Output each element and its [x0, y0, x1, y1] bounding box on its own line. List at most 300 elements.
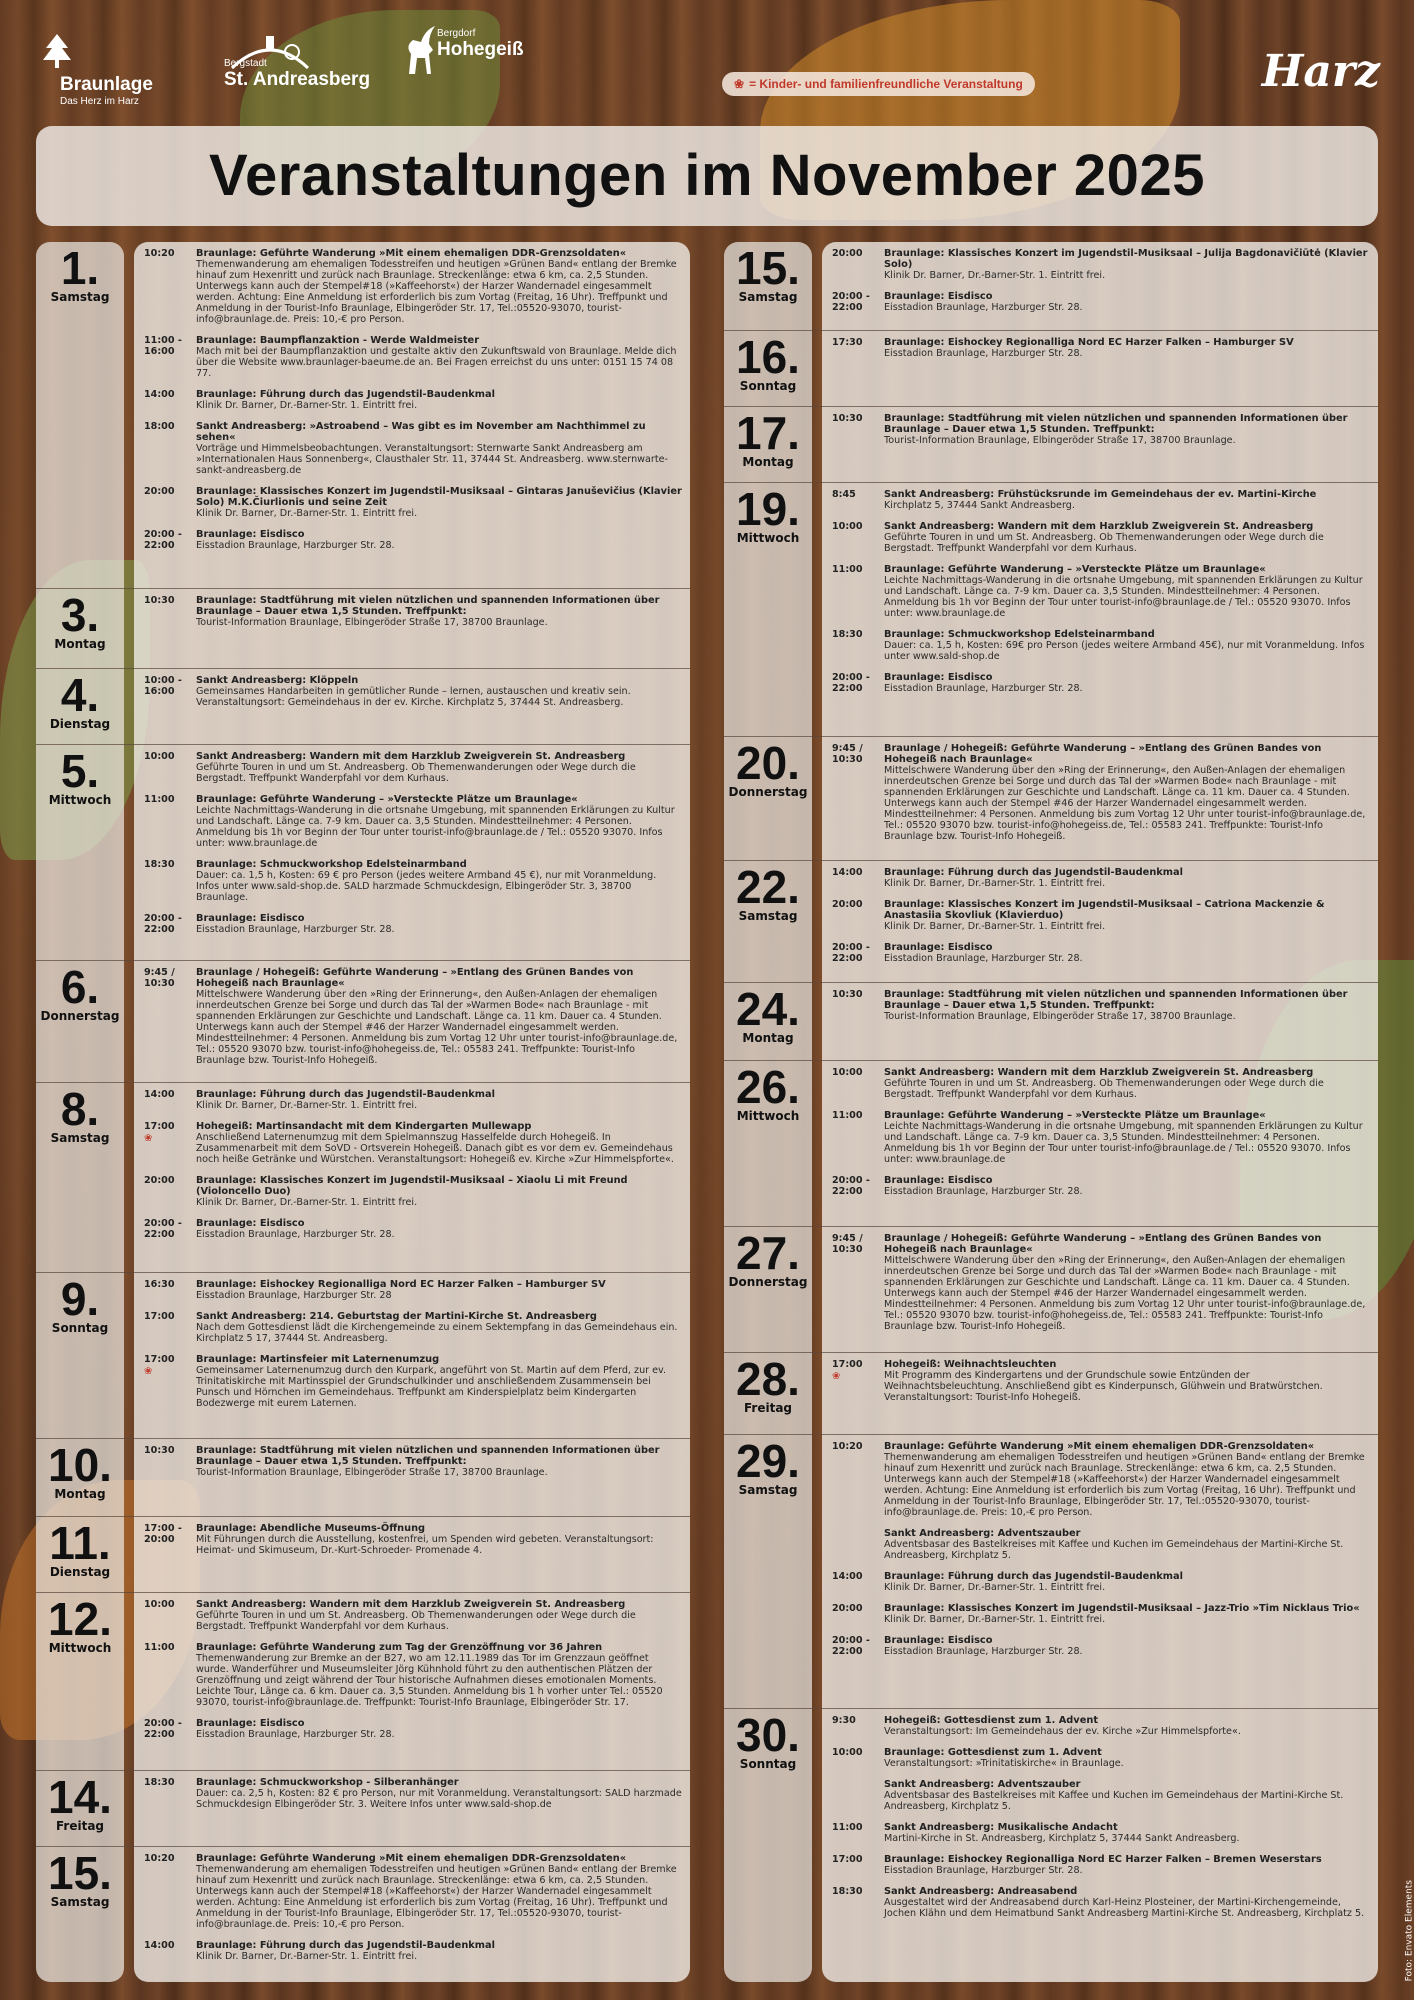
event-title: Sankt Andreasberg: Klöppeln	[196, 675, 359, 686]
event-title: Sankt Andreasberg: Wandern mit dem Harzklub Zweigverein St. Andreasberg	[196, 751, 626, 762]
event-item	[822, 867, 1378, 889]
event-item	[822, 1603, 1378, 1625]
event-body	[884, 291, 1378, 313]
event-time	[822, 942, 884, 964]
event-time-text: 10:30	[832, 413, 863, 424]
event-title: Braunlage: Schmuckworkshop - Silberanhänger	[196, 1777, 459, 1788]
logo-st-andreasberg-sub: Bergstadt	[224, 58, 267, 69]
event-time-text: 17:00	[144, 1121, 175, 1132]
event-time-text: 18:30	[832, 629, 863, 640]
event-body	[884, 989, 1378, 1022]
day-block	[36, 1592, 690, 1740]
event-time-text: 11:00	[144, 794, 175, 805]
event-description: Klinik Dr. Barner, Dr.-Barner-Str. 1. Eintritt frei.	[884, 270, 1106, 281]
event-item	[134, 1218, 690, 1240]
event-item	[134, 1089, 690, 1111]
event-time	[822, 1233, 884, 1332]
day-label	[36, 1275, 124, 1335]
event-body	[884, 248, 1378, 281]
event-time	[822, 1067, 884, 1100]
day-label	[36, 1519, 124, 1579]
event-time-text: 9:45 / 10:30	[832, 1233, 863, 1255]
event-time	[822, 1747, 884, 1769]
event-body	[196, 1599, 690, 1632]
event-list	[134, 1445, 690, 1488]
day-label	[36, 963, 124, 1023]
event-time-text: 20:00	[832, 248, 863, 259]
event-title: Braunlage: Klassisches Konzert im Jugendstil-Musiksaal – Catriona Mackenzie & Anastasiia Skovliuk (Klavierduo)	[884, 899, 1325, 921]
event-body	[884, 899, 1378, 932]
event-title: Braunlage: Führung durch das Jugendstil-Baudenkmal	[884, 867, 1183, 878]
event-title: Braunlage: Eishockey Regionalliga Nord EC Harzer Falken – Bremen Weserstars	[884, 1854, 1322, 1865]
event-time-text: 17:00	[144, 1354, 175, 1365]
event-item	[134, 859, 690, 903]
event-list	[134, 595, 690, 638]
family-friendly-legend	[722, 72, 1035, 96]
event-item	[822, 1233, 1378, 1332]
event-body	[884, 489, 1378, 511]
page-title: Veranstaltungen im November 2025	[209, 143, 1205, 208]
event-time-text: 20:00 - 22:00	[144, 913, 182, 935]
weekday: Mittwoch	[736, 1109, 800, 1123]
title-banner	[36, 126, 1378, 226]
event-time	[134, 1089, 196, 1111]
event-time-text: 20:00 - 22:00	[144, 1218, 182, 1240]
event-item	[134, 595, 690, 628]
event-title: Braunlage: Eisdisco	[884, 1635, 993, 1646]
event-body	[196, 1445, 690, 1478]
event-time	[822, 564, 884, 619]
event-description: Mit Programm des Kindergartens und der Grundschule sowie Entzünden der Weihnachtsbeleuchtung. Anschließend gibt es Kinderpunsch, Glühwein und Bratwürstchen. Veranstaltungsort: Tourist-Info Hohegeiß.	[884, 1370, 1323, 1403]
event-title: Braunlage / Hohegeiß: Geführte Wanderung – »Entlang des Grünen Bandes von Hohegeiß nach Braunlage«	[884, 1233, 1322, 1255]
day-block	[36, 1272, 690, 1409]
event-list	[822, 1359, 1378, 1413]
event-time-text: 14:00	[144, 1940, 175, 1951]
event-time	[134, 421, 196, 476]
event-time-text: 18:00	[144, 421, 175, 432]
day-number: 9.	[60, 1273, 100, 1325]
family-friendly-icon: ❀	[832, 1371, 841, 1382]
event-description: Klinik Dr. Barner, Dr.-Barner-Str. 1. Eintritt frei.	[884, 1582, 1106, 1593]
event-description: Klinik Dr. Barner, Dr.-Barner-Str. 1. Eintritt frei.	[884, 921, 1106, 932]
weekday: Samstag	[738, 290, 798, 304]
day-label	[724, 1229, 812, 1289]
event-description: Geführte Touren in und um St. Andreasberg. Ob Themenwanderungen oder Wege durch die Bergstadt. Treffpunkt Wanderpfahl vor dem Kurhaus.	[884, 1078, 1324, 1100]
event-item	[822, 672, 1378, 694]
day-block	[724, 330, 1378, 393]
day-number: 24.	[736, 983, 800, 1035]
event-item	[134, 1354, 690, 1409]
family-friendly-icon: ❀	[144, 1133, 153, 1144]
event-description: Adventsbasar des Bastelkreises mit Kaffee und Kuchen im Gemeindehaus der Martini-Kirche St. Andreasberg, Kirchplatz 5.	[884, 1790, 1344, 1812]
event-time	[822, 1715, 884, 1737]
day-number: 29.	[736, 1435, 800, 1487]
event-title: Sankt Andreasberg: Wandern mit dem Harzklub Zweigverein St. Andreasberg	[196, 1599, 626, 1610]
event-list	[822, 867, 1378, 974]
day-number: 14.	[48, 1771, 112, 1823]
event-time-text: 14:00	[832, 867, 863, 878]
event-description: Klinik Dr. Barner, Dr.-Barner-Str. 1. Eintritt frei.	[196, 1100, 418, 1111]
event-body	[196, 421, 690, 476]
day-label	[724, 485, 812, 545]
event-description: Martini-Kirche in St. Andreasberg, Kirchplatz 5, 37444 Sankt Andreasberg.	[884, 1833, 1240, 1844]
event-item	[822, 1822, 1378, 1844]
event-item	[134, 1121, 690, 1165]
event-time-text: 10:00	[832, 1067, 863, 1078]
weekday: Sonntag	[51, 1321, 109, 1335]
day-number: 20.	[736, 737, 800, 789]
day-block	[724, 736, 1378, 842]
event-time	[134, 751, 196, 784]
event-title: Braunlage: Klassisches Konzert im Jugendstil-Musiksaal – Xiaolu Li mit Freund (Violoncello Duo)	[196, 1175, 628, 1197]
day-number: 16.	[736, 331, 800, 383]
event-description: Eisstadion Braunlage, Harzburger Str. 28.	[884, 683, 1083, 694]
event-item	[134, 335, 690, 379]
event-description: Themenwanderung am ehemaligen Todesstreifen und heutigen »Grünen Band« entlang der Bremke hinauf zum Hexenritt und zurück nach Braunlage. Streckenlänge: etwa 6 km, ca. 2,5 Stunden. Unterwegs kann auch der Stempel#18 (»Kaffeehorst«) der Harzer Wandernadel eingesammelt werden. Achtung: Eine Anmeldung ist erforderlich bis zum Vortag (Freitag, 16 Uhr). Treffpunkt und Anmeldung in der Tourist-Info Braunlage, Elbingeröder Str. 17, Tel.:05520-93070, tourist-info@braunlage.de. Preis: 10,-€ pro Person.	[884, 1452, 1365, 1518]
event-time	[134, 1279, 196, 1301]
day-label	[36, 671, 124, 731]
day-block	[36, 744, 690, 935]
event-time-text: 10:00 - 16:00	[144, 675, 182, 697]
event-time-text: 10:20	[144, 1853, 175, 1864]
event-title: Braunlage: Eisdisco	[884, 291, 993, 302]
event-title: Sankt Andreasberg: »Astroabend – Was gibt es im November am Nachthimmel zu sehen«	[196, 421, 646, 443]
event-body	[196, 1311, 690, 1344]
event-body	[884, 942, 1378, 964]
event-time	[822, 291, 884, 313]
event-item	[822, 1747, 1378, 1769]
event-description: Klinik Dr. Barner, Dr.-Barner-Str. 1. Eintritt frei.	[196, 508, 418, 519]
event-time-text: 18:30	[144, 859, 175, 870]
event-description: Themenwanderung zur Bremke an der B27, wo am 12.11.1989 das Tor im Grenzzaun geöffnet wurde. Wanderführer und Museumsleiter Jörg Kühnhold führt zu den authentischen Plätzen der Grenzöffnung und zeigt während der Tour historische Aufnahmen dieses emotionalen Moments. Leichte Tour, Länge ca. 6 km. Dauer ca. 3,5 Stunden. Anmeldung bis 1 h vorher unter Tel.: 05520 93070, tourist-info@braunlage.de. Treffpunkt: Tourist-Info Braunlage, Elbingeröder Str. 17.	[196, 1653, 663, 1708]
event-description: Ausgestaltet wird der Andreasabend durch Karl-Heinz Plosteiner, der Martini-Kirchengemeinde, Jochen Klähn und dem Heimatbund Sankt Andreasberg Martini-Kirche St. Andreasberg, Kirchplatz 5.	[884, 1897, 1365, 1919]
event-time-text: 20:00 - 22:00	[832, 291, 870, 313]
event-description: Dauer: ca. 1,5 h, Kosten: 69 € pro Person (jedes weitere Armband 45 €), nur mit Voranmeldung. Infos unter www.sald-shop.de. SALD harzmade Schmuckdesign, Elbingeröder Str. 3, 38700 Braunlage.	[196, 870, 657, 903]
event-description: Leichte Nachmittags-Wanderung in die ortsnahe Umgebung, mit spannenden Erklärungen zu Kultur und Landschaft. Länge ca. 7-9 km. Dauer ca. 3,5 Stunden. Mindestteilnehmer: 4 Personen. Anmeldung bis 1h vor Beginn der Tour unter tourist-info@braunlage.de / Tel.: 05520 93070. Infos unter: www.braunlage.de	[884, 1121, 1363, 1165]
event-time-text: 10:00	[144, 751, 175, 762]
event-time-text: 18:30	[832, 1886, 863, 1897]
event-time-text: 10:30	[144, 1445, 175, 1456]
event-description: Tourist-Information Braunlage, Elbingeröder Straße 17, 38700 Braunlage.	[884, 435, 1236, 446]
event-item	[134, 1599, 690, 1632]
event-description: Dauer: ca. 2,5 h, Kosten: 82 € pro Person, nur mit Voranmeldung. Veranstaltungsort: SALD harzmade Schmuckdesign Elbingeröder Str. 3. Weitere Infos unter www.sald-shop.de	[196, 1788, 682, 1810]
event-time	[134, 794, 196, 849]
event-title: Braunlage: Führung durch das Jugendstil-Baudenkmal	[196, 389, 495, 400]
event-item	[134, 1853, 690, 1930]
day-label	[724, 985, 812, 1045]
weekday: Donnerstag	[728, 1275, 808, 1289]
event-item	[822, 1635, 1378, 1657]
event-item	[822, 248, 1378, 281]
event-time	[134, 1121, 196, 1165]
event-title: Braunlage: Eisdisco	[196, 913, 305, 924]
event-title: Braunlage: Stadtführung mit vielen nützlichen und spannenden Informationen über Braunlage – Dauer etwa 1,5 Stunden. Treffpunkt:	[884, 989, 1348, 1011]
event-description: Leichte Nachmittags-Wanderung in die ortsnahe Umgebung, mit spannenden Erklärungen zu Kultur und Landschaft. Länge ca. 7-9 km. Dauer ca. 3,5 Stunden. Mindestteilnehmer: 4 Personen. Anmeldung bis 1h vor Beginn der Tour unter tourist-info@braunlage.de / Tel.: 05520 93070. Infos unter: www.braunlage.de	[196, 805, 675, 849]
event-body	[196, 1853, 690, 1930]
event-time-text: 17:30	[832, 337, 863, 348]
event-title: Braunlage: Schmuckworkshop Edelsteinarmband	[884, 629, 1155, 640]
event-body	[884, 521, 1378, 554]
event-time	[822, 248, 884, 281]
event-title: Braunlage: Klassisches Konzert im Jugendstil-Musiksaal – Julija Bagdonavičiūtė (Klavier Solo)	[884, 248, 1368, 270]
event-time	[822, 521, 884, 554]
event-description: Nach dem Gottesdienst lädt die Kirchengemeinde zu einem Sektempfang in das Gemeindehaus ein. Kirchplatz 5 17, 37444 St. Andreasberg.	[196, 1322, 678, 1344]
event-title: Sankt Andreasberg: Andreasabend	[884, 1886, 1078, 1897]
event-title: Sankt Andreasberg: Wandern mit dem Harzklub Zweigverein St. Andreasberg	[884, 1067, 1314, 1078]
event-time-text: 20:00 - 22:00	[832, 1635, 870, 1657]
event-item	[822, 899, 1378, 932]
event-description: Mittelschwere Wanderung über den »Ring der Erinnerung«, den Außen-Anlagen der ehemaligen innerdeutschen Grenze bei Sorge und durch das Tal der »Warmen Bode« nach Braunlage - mit spannenden Erklärungen zur Geschichte und Landschaft. Länge ca. 11 km. Dauer ca. 4 Stunden. Unterwegs kann auch der Stempel #46 der Harzer Wandernadel eingesammelt werden. Mindestteilnehmer: 4 Personen. Anmeldung bis zum Vortag 12 Uhr unter tourist-info@braunlage.de, Tel.: 05520 93070 bzw. tourist-info@hohegeiss.de, Tel.: 05583 241. Treffpunkte: Tourist-Info Braunlage bzw. Tourist-Info Hohegeiß.	[884, 1255, 1366, 1332]
event-time-text: 10:30	[144, 595, 175, 606]
day-label	[724, 1711, 812, 1771]
event-description: Tourist-Information Braunlage, Elbingeröder Straße 17, 38700 Braunlage.	[884, 1011, 1236, 1022]
event-title: Braunlage / Hohegeiß: Geführte Wanderung – »Entlang des Grünen Bandes von Hohegeiß nach Braunlage«	[884, 743, 1322, 765]
event-list	[134, 1089, 690, 1250]
event-title: Braunlage: Eisdisco	[884, 1175, 993, 1186]
event-item	[822, 1359, 1378, 1403]
weekday: Sonntag	[739, 1757, 797, 1771]
event-item	[822, 989, 1378, 1022]
event-time	[822, 337, 884, 359]
weekday: Mittwoch	[48, 793, 112, 807]
event-item	[134, 1777, 690, 1810]
event-title: Sankt Andreasberg: 214. Geburtstag der Martini-Kirche St. Andreasberg	[196, 1311, 597, 1322]
event-description: Geführte Touren in und um St. Andreasberg. Ob Themenwanderungen oder Wege durch die Bergstadt. Treffpunkt Wanderpfahl vor dem Kurhaus.	[884, 532, 1324, 554]
logo-st-andreasberg-name: St. Andreasberg	[224, 69, 371, 90]
event-body	[196, 1523, 690, 1556]
event-title: Braunlage: Eisdisco	[196, 529, 305, 540]
weekday: Mittwoch	[736, 531, 800, 545]
event-item	[134, 486, 690, 519]
event-item	[822, 942, 1378, 964]
event-title: Braunlage: Klassisches Konzert im Jugendstil-Musiksaal – Jazz-Trio »Tim Nicklaus Trio«	[884, 1603, 1360, 1614]
event-body	[884, 1528, 1378, 1561]
event-item	[134, 967, 690, 1066]
event-item	[134, 1445, 690, 1478]
day-block	[724, 1708, 1378, 1919]
event-time	[822, 1359, 884, 1403]
event-description: Eisstadion Braunlage, Harzburger Str. 28.	[884, 1646, 1083, 1657]
weekday: Freitag	[743, 1401, 793, 1415]
event-body	[884, 1441, 1378, 1518]
event-body	[884, 337, 1378, 359]
event-description: Eisstadion Braunlage, Harzburger Str. 28.	[884, 1186, 1083, 1197]
event-time	[134, 1175, 196, 1208]
event-time-text: 20:00	[144, 486, 175, 497]
event-time-text: 14:00	[144, 1089, 175, 1100]
day-block	[724, 1060, 1378, 1197]
day-label	[724, 1437, 812, 1497]
event-list	[134, 1853, 690, 1972]
event-time-text: 11:00	[832, 1822, 863, 1833]
weekday: Montag	[742, 1031, 794, 1045]
event-time	[134, 913, 196, 935]
fir-tree-icon	[42, 34, 72, 72]
event-description: Tourist-Information Braunlage, Elbingeröder Straße 17, 38700 Braunlage.	[196, 1467, 548, 1478]
event-time-text: 14:00	[832, 1571, 863, 1582]
event-time	[134, 335, 196, 379]
event-body	[884, 743, 1378, 842]
event-description: Themenwanderung am ehemaligen Todesstreifen und heutigen »Grünen Band« entlang der Bremke hinauf zum Hexenritt und zurück nach Braunlage. Streckenlänge: etwa 6 km, ca. 2,5 Stunden. Unterwegs kann auch der Stempel#18 (»Kaffeehorst«) der Harzer Wandernadel eingesammelt werden. Achtung: Eine Anmeldung ist erforderlich bis zum Vortag (Freitag, 16 Uhr). Treffpunkt und Anmeldung in der Tourist-Info Braunlage, Elbingeröder Str. 17, Tel.:05520-93070, tourist-info@braunlage.de. Preis: 10,-€ pro Person.	[196, 1864, 677, 1930]
event-time-text: 20:00	[144, 1175, 175, 1186]
event-description: Eisstadion Braunlage, Harzburger Str. 28.	[884, 1865, 1083, 1876]
weekday: Samstag	[50, 290, 110, 304]
day-block	[36, 1438, 690, 1501]
event-time-text: 11:00	[832, 1110, 863, 1121]
event-list	[134, 1599, 690, 1750]
event-item	[134, 1175, 690, 1208]
event-title: Braunlage: Eisdisco	[196, 1718, 305, 1729]
event-description: Klinik Dr. Barner, Dr.-Barner-Str. 1. Eintritt frei.	[884, 1614, 1106, 1625]
event-body	[884, 1110, 1378, 1165]
event-time	[134, 1940, 196, 1962]
day-label	[724, 1063, 812, 1123]
logo-braunlage-sub: Das Herz im Harz	[60, 96, 139, 107]
event-title: Braunlage: Eishockey Regionalliga Nord EC Harzer Falken – Hamburger SV	[884, 337, 1294, 348]
event-title: Sankt Andreasberg: Wandern mit dem Harzklub Zweigverein St. Andreasberg	[884, 521, 1314, 532]
event-time	[134, 1311, 196, 1344]
event-item	[134, 794, 690, 849]
event-time	[134, 859, 196, 903]
event-list	[822, 1715, 1378, 1929]
event-list	[822, 989, 1378, 1032]
event-body	[884, 867, 1378, 889]
event-time	[822, 1175, 884, 1197]
day-label	[36, 591, 124, 651]
event-body	[196, 389, 690, 411]
event-time-text: 10:00	[832, 521, 863, 532]
event-body	[884, 1779, 1378, 1812]
event-item	[134, 421, 690, 476]
day-number: 30.	[736, 1709, 800, 1761]
event-description: Klinik Dr. Barner, Dr.-Barner-Str. 1. Eintritt frei.	[196, 1197, 418, 1208]
event-body	[196, 248, 690, 325]
event-list	[134, 248, 690, 561]
event-body	[884, 1175, 1378, 1197]
event-body	[196, 529, 690, 551]
day-number: 12.	[48, 1593, 112, 1645]
day-block	[724, 982, 1378, 1045]
event-body	[196, 1089, 690, 1111]
day-number: 3.	[60, 589, 100, 641]
day-block	[724, 482, 1378, 694]
event-item	[822, 1779, 1378, 1812]
event-title: Braunlage: Geführte Wanderung – »Versteckte Plätze um Braunlage«	[196, 794, 578, 805]
day-number: 22.	[736, 861, 800, 913]
event-time-text: 17:00	[832, 1359, 863, 1370]
event-item	[134, 1642, 690, 1708]
event-body	[884, 1603, 1378, 1625]
event-description: Mit Führungen durch die Ausstellung, kostenfrei, um Spenden wird gebeten. Veranstaltungsort: Heimat- und Skimuseum, Dr.-Kurt-Schroeder- Promenade 4.	[196, 1534, 654, 1556]
event-item	[134, 675, 690, 708]
event-title: Braunlage: Schmuckworkshop Edelsteinarmband	[196, 859, 467, 870]
event-time-text: 11:00	[832, 564, 863, 575]
event-time-text: 20:00 - 22:00	[832, 942, 870, 964]
event-body	[884, 1822, 1378, 1844]
day-label	[724, 333, 812, 393]
event-time-text: 18:30	[144, 1777, 175, 1788]
event-title: Braunlage: Eisdisco	[884, 672, 993, 683]
event-description: Eisstadion Braunlage, Harzburger Str. 28.	[884, 953, 1083, 964]
day-number: 15.	[736, 242, 800, 294]
event-body	[884, 1715, 1378, 1737]
event-time	[822, 629, 884, 662]
day-block	[724, 860, 1378, 964]
event-description: Klinik Dr. Barner, Dr.-Barner-Str. 1. Eintritt frei.	[196, 1951, 418, 1962]
event-body	[196, 675, 690, 708]
event-body	[884, 413, 1378, 446]
event-body	[884, 1747, 1378, 1769]
day-block	[724, 1352, 1378, 1415]
event-title: Braunlage: Eisdisco	[196, 1218, 305, 1229]
event-time	[822, 1822, 884, 1844]
event-time	[134, 1777, 196, 1810]
event-time-text: 20:00 - 22:00	[144, 1718, 182, 1740]
day-block	[36, 1846, 690, 1962]
day-number: 8.	[60, 1083, 100, 1135]
event-title: Braunlage: Geführte Wanderung – »Versteckte Plätze um Braunlage«	[884, 564, 1266, 575]
event-time-text: 17:00	[832, 1854, 863, 1865]
event-time-text: 20:00 - 22:00	[144, 529, 182, 551]
event-title: Braunlage: Geführte Wanderung – »Versteckte Plätze um Braunlage«	[884, 1110, 1266, 1121]
event-time	[822, 1110, 884, 1165]
event-description: Veranstaltungsort: »Trinitatiskirche« in Braunlage.	[884, 1758, 1124, 1769]
event-time	[822, 489, 884, 511]
event-description: Klinik Dr. Barner, Dr.-Barner-Str. 1. Eintritt frei.	[884, 878, 1106, 889]
day-number: 11.	[49, 1517, 111, 1569]
day-block	[724, 1226, 1378, 1332]
day-block	[36, 960, 690, 1066]
event-title: Braunlage: Geführte Wanderung »Mit einem ehemaligen DDR-Grenzsoldaten«	[196, 248, 627, 259]
harz-brand-logo: Harz	[1261, 46, 1380, 97]
event-time-text: 20:00	[832, 1603, 863, 1614]
weekday: Montag	[742, 455, 794, 469]
event-time	[822, 1854, 884, 1876]
event-time	[134, 595, 196, 628]
event-description: Veranstaltungsort: Im Gemeindehaus der ev. Kirche »Zur Himmelspforte«.	[884, 1726, 1241, 1737]
event-time-text: 14:00	[144, 389, 175, 400]
event-title: Braunlage: Geführte Wanderung »Mit einem ehemaligen DDR-Grenzsoldaten«	[884, 1441, 1315, 1452]
event-description: Eisstadion Braunlage, Harzburger Str. 28	[196, 1290, 392, 1301]
event-list	[822, 248, 1378, 323]
weekday: Dienstag	[49, 717, 111, 731]
event-item	[134, 751, 690, 784]
event-body	[884, 564, 1378, 619]
event-body	[196, 859, 690, 903]
event-item	[134, 1279, 690, 1301]
event-list	[134, 967, 690, 1076]
event-item	[822, 1854, 1378, 1876]
event-body	[196, 794, 690, 849]
event-item	[134, 913, 690, 935]
day-number: 10.	[48, 1439, 112, 1491]
event-body	[196, 1718, 690, 1740]
event-body	[196, 1940, 690, 1962]
event-time-text: 10:20	[144, 248, 175, 259]
event-time	[134, 486, 196, 519]
event-body	[884, 629, 1378, 662]
event-description: Adventsbasar des Bastelkreises mit Kaffee und Kuchen im Gemeindehaus der Martini-Kirche St. Andreasberg, Kirchplatz 5.	[884, 1539, 1344, 1561]
event-time-text: 10:30	[832, 989, 863, 1000]
event-item	[822, 489, 1378, 511]
day-label	[36, 1441, 124, 1501]
event-description: Eisstadion Braunlage, Harzburger Str. 28.	[884, 348, 1083, 359]
event-title: Braunlage: Klassisches Konzert im Jugendstil-Musiksaal – Gintaras Januševičius (Klavier Solo) M.K.Čiurlionis und seine Zeit	[196, 486, 682, 508]
event-title: Braunlage: Geführte Wanderung zum Tag der Grenzöffnung vor 36 Jahren	[196, 1642, 603, 1653]
event-time	[134, 1853, 196, 1930]
event-item	[134, 1940, 690, 1962]
event-body	[884, 1067, 1378, 1100]
